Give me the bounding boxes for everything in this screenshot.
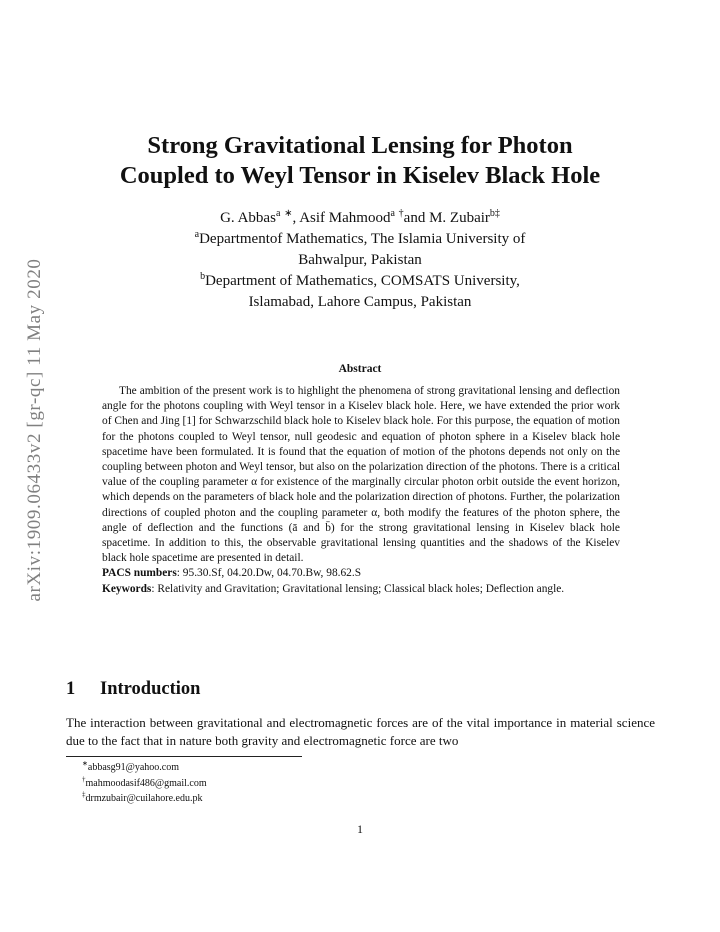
page-number: 1 (357, 822, 363, 836)
abstract-body (102, 384, 620, 597)
affiliation-b-line-1 (0, 271, 720, 292)
keywords-value: : Relativity and Gravitation; Gravitational lensing; Classical black holes; Deflection angle. (151, 582, 565, 595)
arxiv-identifier-stamp: arXiv:1909.06433v2 [gr-qc] 11 May 2020 (24, 258, 45, 602)
author-mahmood-footnote-mark: † (398, 208, 404, 219)
abstract-text: The ambition of the present work is to highlight the phenomena of strong gravitational lensing and deflection angle for the photons coupling with Weyl tensor in a Kiselev black hole. Here, we have extended the prior work of Chen and Jing [1] for Schwarzschild black hole to Kiselev black hole. For this purpose, the equation of motion for the photons coupled to Weyl tensor, null geodesic and equation of photon sphere in a Kiselev black hole spacetime have been formulated. It is found that the equation of motion of the photons depends not only on the coupling between photon and Weyl tensor, but also on the polarization direction of the photons. There is a critical value of the coupling parameter α for existence of the marginally circular photon orbit outside the event horizon, which depends on the parameters of black hole and the polarization direction of photons. Further, the polarization directions of coupled photon and the coupling parameter α, both modify the features of the photon sphere, the angle of deflection and the functions (ā and b̄) for the strong gravitational lensing in Kiselev black hole spacetime. In addition to this, the observable gravitational lensing quantities and the shadows of the Kiselev black hole spacetime are presented in detail. (102, 385, 620, 565)
pacs-label: PACS numbers (102, 567, 177, 580)
footnote-item (82, 776, 207, 792)
footnotes (82, 760, 207, 807)
title-line-2: Coupled to Weyl Tensor in Kiselev Black Hole (119, 162, 601, 189)
affiliation-a-mark: a (194, 229, 200, 240)
keywords-label: Keywords (102, 582, 152, 595)
footnote-rule (66, 756, 302, 757)
section-heading (66, 679, 200, 700)
abstract-heading: Abstract (338, 363, 382, 375)
author-zubair-affil: b‡ (489, 208, 500, 219)
author-zubair: and M. Zubair (403, 210, 490, 226)
body-text (66, 714, 655, 749)
author-line (0, 208, 720, 229)
keywords-line (102, 582, 620, 597)
author-abbas-footnote-mark: ∗ (284, 208, 293, 219)
affiliation-b-line-2: Islamabad, Lahore Campus, Pakistan (248, 294, 472, 310)
footnote-mark: † (82, 775, 86, 784)
paper-title (0, 131, 720, 191)
author-mahmood-affil: a (390, 208, 395, 219)
pacs-line (102, 566, 620, 581)
footnote-email: abbasg91@yahoo.com (87, 762, 180, 773)
author-block (0, 208, 720, 313)
affiliation-b-text-1: Department of Mathematics, COMSATS University, (205, 273, 520, 289)
affiliation-a-line-2: Bahwalpur, Pakistan (298, 252, 422, 268)
section-title: Introduction (100, 679, 201, 699)
author-separator: , (292, 210, 300, 226)
footnote-email: drmzubair@cuilahore.edu.pk (85, 793, 203, 804)
author-mahmood: Asif Mahmood (299, 210, 391, 226)
pacs-value: : 95.30.Sf, 04.20.Dw, 04.70.Bw, 98.62.S (176, 567, 362, 580)
affiliation-b-mark: b (200, 271, 206, 282)
title-line-1: Strong Gravitational Lensing for Photon (147, 132, 573, 159)
affiliation-a-text-1: Departmentof Mathematics, The Islamia University of (199, 231, 526, 247)
footnote-item (82, 791, 207, 807)
intro-paragraph: The interaction between gravitational and electromagnetic forces are of the vital importance in material science due to the fact that in nature both gravity and electromagnetic force are two (66, 715, 655, 748)
footnote-mark: ‡ (82, 790, 86, 799)
footnote-mark: ∗ (82, 759, 88, 768)
footnote-email: mahmoodasif486@gmail.com (85, 777, 207, 789)
footnote-item (82, 760, 207, 776)
affiliation-a-line-1 (0, 229, 720, 250)
author-abbas: G. Abbas (220, 210, 276, 226)
author-abbas-affil: a (275, 208, 281, 219)
section-number: 1 (66, 679, 76, 699)
